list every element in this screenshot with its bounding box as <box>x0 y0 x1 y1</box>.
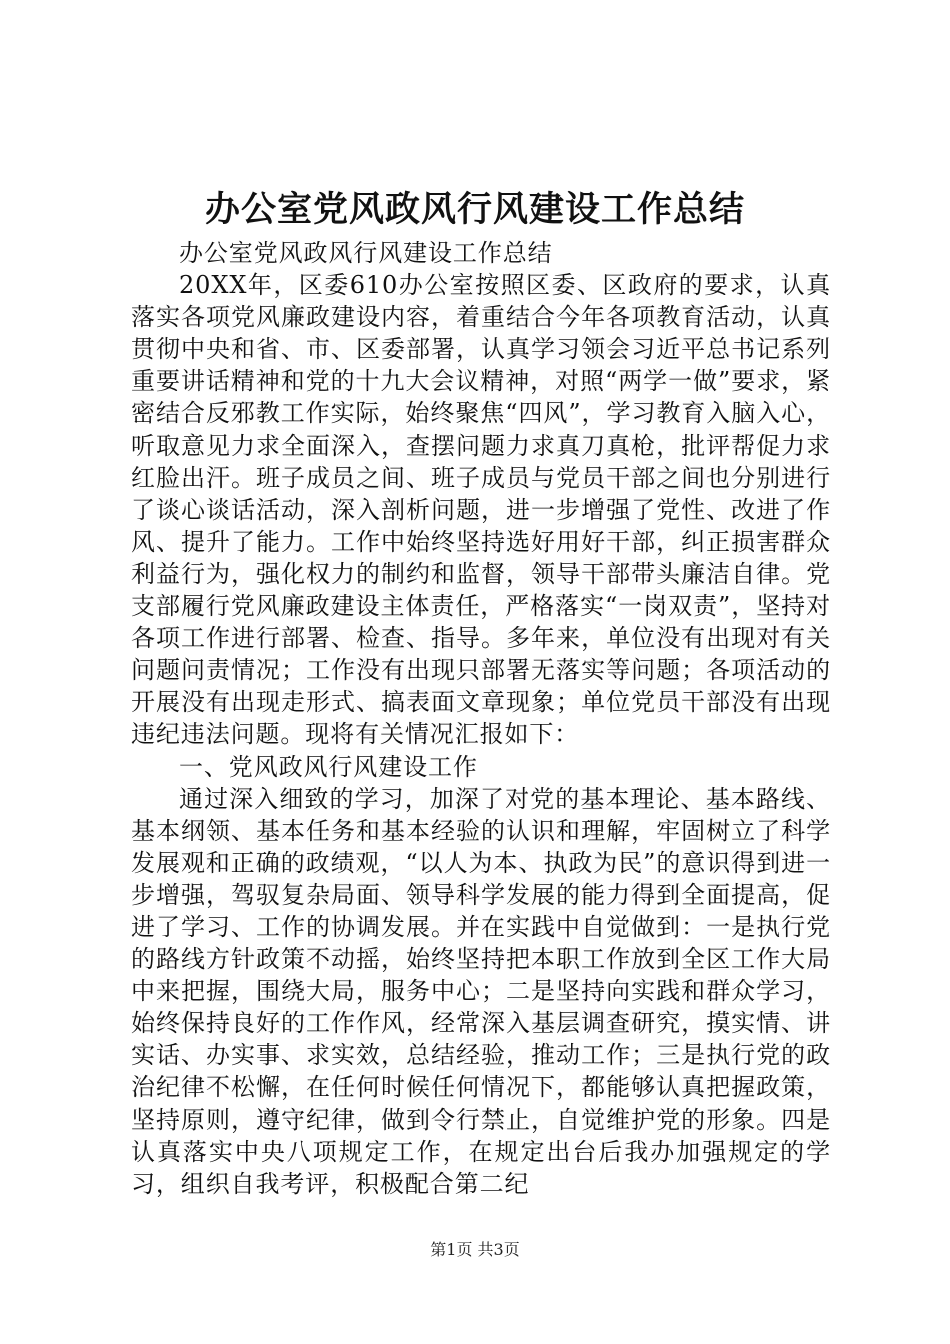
section-heading: 一、党风政风行风建设工作 <box>179 752 478 781</box>
paragraph-section-1: 通过深入细致的学习，加深了对党的基本理论、基本路线、基本纲领、基本任务和基本经验的认识和理解，牢固树立了科学发展观和正确的政绩观，“以人为本、执政为民”的意识得到进一步增强，驾驭复杂局面、领导科学发展的能力得到全面提高，促进了学习、工作的协调发展。并在实践中自觉做到：一是执行党的路线方针政策不动摇，始终坚持把本职工作放到全区工作大局中来把握，围绕大局，服务中心；二是坚持向实践和群众学习，始终保持良好的工作作风，经常深入基层调查研究，摸实情、讲实话、办实事、求实效，总结经验，推动工作；三是执行党的政治纪律不松懈，在任何时候任何情况下，都能够认真把握政策，坚持原则，遵守纪律，做到令行禁止，自觉维护党的形象。四是认真落实中央八项规定工作，在规定出台后我办加强规定的学习，组织自我考评，积极配合第二纪 <box>131 784 831 1198</box>
paragraph-heading-repeat: 办公室党风政风行风建设工作总结 <box>179 239 553 267</box>
document-title: 办公室党风政风行风建设工作总结 <box>204 189 745 230</box>
paragraph-intro: 20XX年，区委610办公室按照区委、区政府的要求，认真落实各项党风廉政建设内容，着重结合今年各项教育活动，认真贯彻中央和省、市、区委部署，认真学习领会习近平总书记系列重要讲话精神和党的十九大会议精神，对照“两学一做”要求，紧密结合反邪教工作实际，始终聚焦“四风”，学习教育入脑入心，听取意见力求全面深入，查摆问题力求真刀真枪，批评帮促力求红脸出汗。班子成员之间、班子成员与党员干部之间也分别进行了谈心谈话活动，深入剖析问题，进一步增强了党性、改进了作风、提升了能力。工作中始终坚持选好用好干部，纠正损害群众利益行为，强化权力的制约和监督，领导干部带头廉洁自律。党支部履行党风廉政建设主体责任，严格落实“一岗双责”，坚持对各项工作进行部署、检查、指导。多年来，单位没有出现对有关问题问责情况；工作没有出现只部署无落实等问题；各项活动的开展没有出现走形式、搞表面文章现象；单位党员干部没有出现违纪违法问题。现将有关情况汇报如下： <box>131 271 831 749</box>
document-body <box>131 237 831 1200</box>
page-footer: 第1页 共3页 <box>430 1240 520 1259</box>
